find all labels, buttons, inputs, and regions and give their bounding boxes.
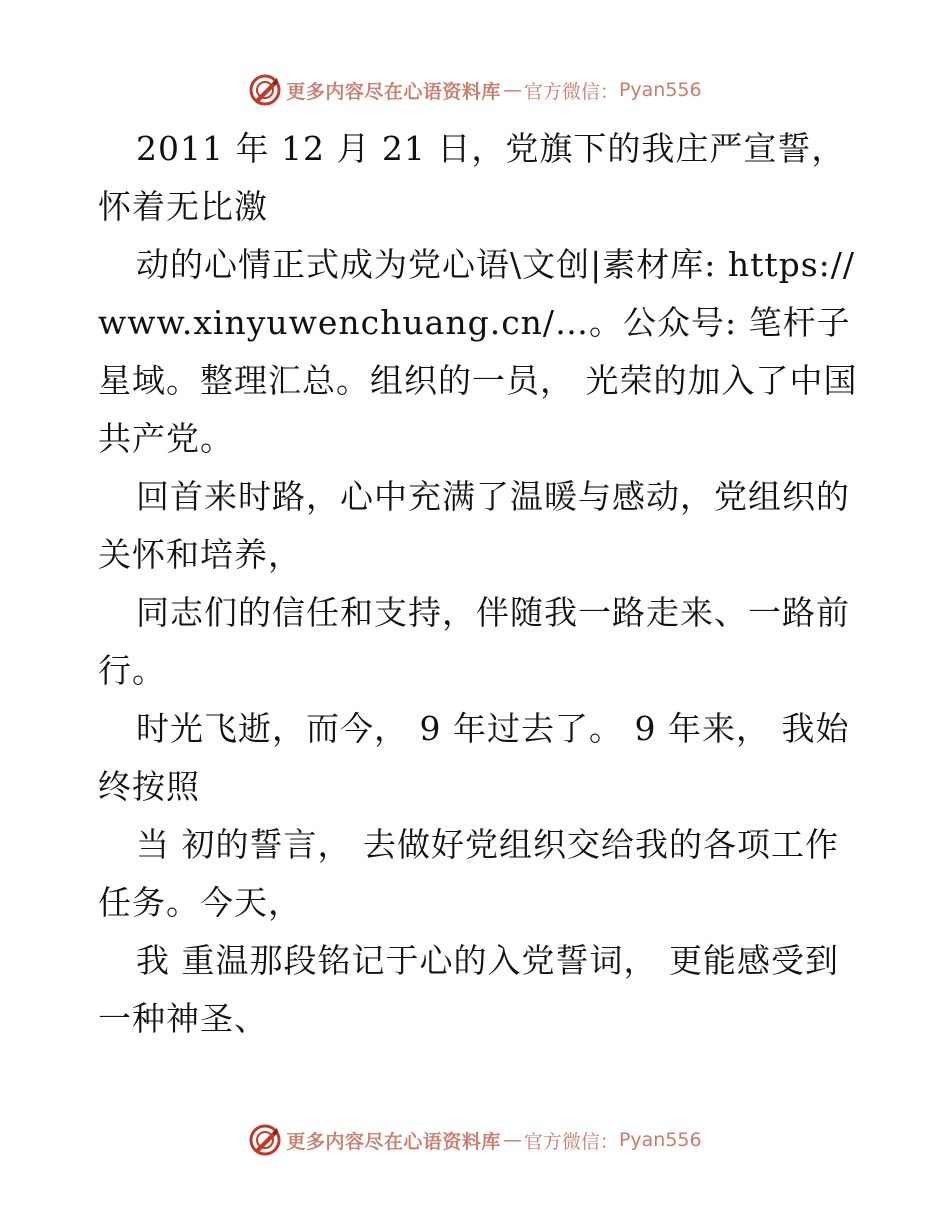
paragraph: 我 重温那段铭记于心的入党誓词， 更能感受到一种神圣、 — [98, 941, 839, 1038]
document-body — [98, 120, 858, 1048]
paragraph: 时光飞逝，而今， 9 年过去了。 9 年来， 我始终按照 — [98, 709, 850, 806]
banner-dash: — — [502, 79, 522, 101]
paragraph: 当 初的誓言， 去做好党组织交给我的各项工作任务。今天， — [98, 825, 839, 922]
paragraph: 同志们的信任和支持，伴随我一路走来、一路前行。 — [98, 593, 850, 690]
pen-logo-icon — [248, 1123, 282, 1157]
paragraph: 2011 年 12 月 21 日，党旗下的我庄严宣誓，怀着无比激 — [98, 129, 846, 226]
wechat-label: 官方微信： — [523, 1130, 619, 1153]
wechat-label: 官方微信： — [523, 80, 619, 103]
pen-logo-icon — [248, 73, 282, 107]
wechat-id: Pyan556 — [618, 79, 702, 101]
paragraph: 动的心情正式成为党心语\文创|素材库: https://www.xinyuwenchuang.cn/…。公众号: 笔杆子星域。整理汇总。组织的一员， 光荣的加入了中国共产党。 — [98, 245, 858, 458]
footer-banner — [0, 1120, 950, 1160]
banner-dash: — — [502, 1129, 522, 1151]
header-banner — [0, 70, 950, 110]
wechat-id: Pyan556 — [618, 1129, 702, 1151]
banner-text: 更多内容尽在心语资料库 — [286, 80, 501, 103]
paragraph: 回首来时路，心中充满了温暖与感动，党组织的关怀和培养， — [98, 477, 850, 574]
banner-text: 更多内容尽在心语资料库 — [286, 1130, 501, 1153]
